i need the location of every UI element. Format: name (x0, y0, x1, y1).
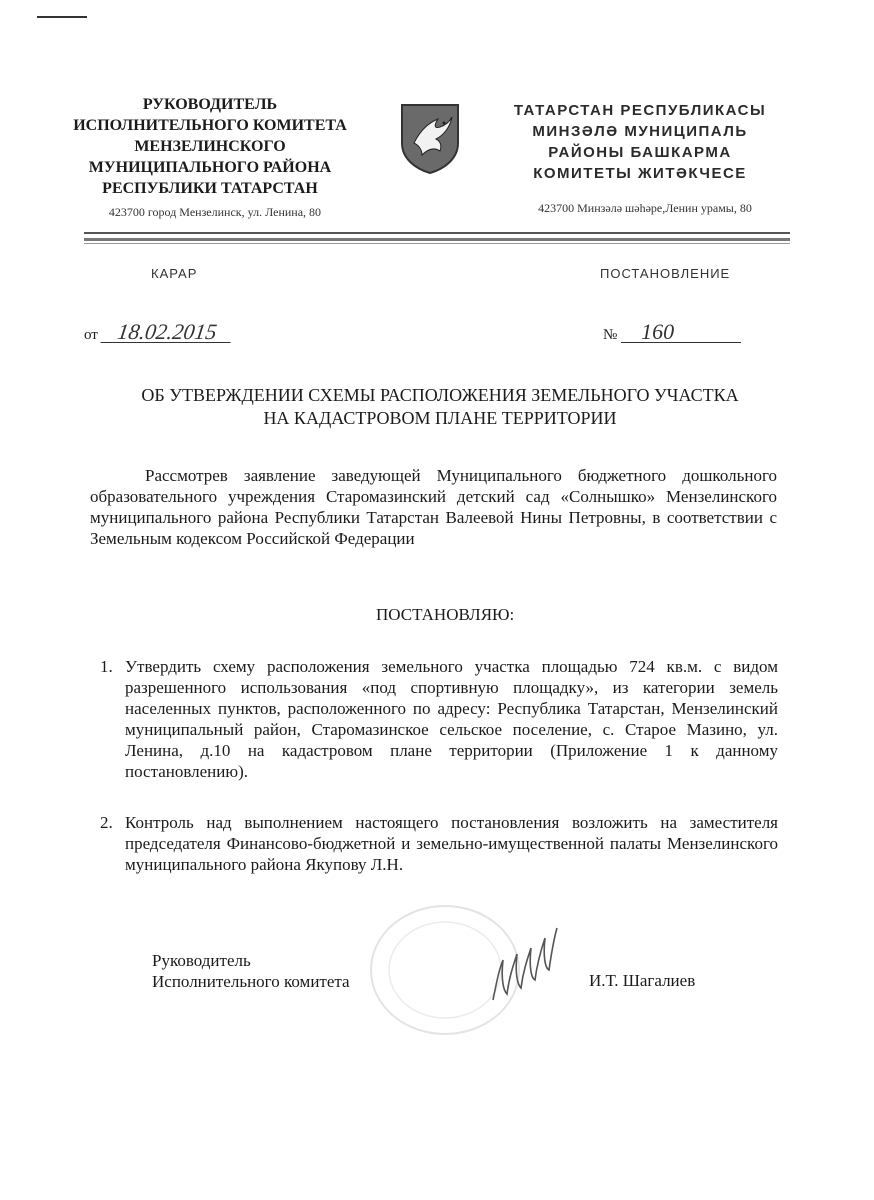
list-item (100, 812, 778, 875)
number-prefix: № (603, 327, 618, 343)
address-right: 423700 Минзәлә шәһәре,Ленин урамы, 80 (538, 201, 752, 215)
doc-kind-tatar: КАРАР (151, 266, 198, 281)
doc-kind-russian: ПОСТАНОВЛЕНИЕ (600, 266, 731, 281)
position-line: Исполнительного комитета (152, 972, 350, 991)
decree-word: ПОСТАНОВЛЯЮ: (376, 605, 515, 624)
number-field (603, 319, 741, 344)
signatory-position (152, 950, 350, 992)
document-title (60, 384, 820, 430)
number-value: 160 (621, 322, 741, 343)
handwritten-signature (485, 920, 575, 1010)
header-left-line: РУКОВОДИТЕЛЬ (142, 96, 278, 113)
header-left-line: МЕНЗЕЛИНСКОГО (134, 138, 286, 155)
item-text: Утвердить схему расположения земельного участка площадью 724 кв.м. с видом разрешенного использования «под спортивную площадку», из категории земель населенных пунктов, расположенного по адресу: Республика Татарстан, Мензелинский муниципальный район, Старомазинское сельское поселение, с. Старое Мазино, ул. Ленина, д.10 на кадастровом плане территории (Приложение 1 к данному постановлению). (125, 657, 778, 781)
date-prefix: от (84, 327, 98, 343)
item-number: 1. (100, 657, 113, 676)
header-divider (84, 243, 790, 244)
header-divider (84, 232, 790, 234)
signatory-name: И.Т. Шагалиев (589, 971, 696, 990)
header-left (40, 94, 380, 199)
header-left-line: МУНИЦИПАЛЬНОГО РАЙОНА (88, 159, 332, 176)
header-divider (84, 238, 790, 241)
date-value: 18.02.2015 (100, 322, 233, 343)
coat-of-arms-icon (400, 103, 460, 175)
header-right-line: ТАТАРСТАН РЕСПУБЛИКАСЫ (513, 102, 767, 119)
item-text: Контроль над выполнением настоящего постановления возложить на заместителя председателя Финансово-бюджетной и земельно-имущественной палаты Мензелинского муниципального района Якупову Л.Н. (125, 813, 778, 874)
title-line: ОБ УТВЕРЖДЕНИИ СХЕМЫ РАСПОЛОЖЕНИЯ ЗЕМЕЛЬНОГО УЧАСТКА (141, 385, 739, 405)
header-left-line: РЕСПУБЛИКИ ТАТАРСТАН (102, 180, 318, 197)
date-field (84, 319, 232, 344)
top-mark (37, 16, 87, 18)
header-right (490, 100, 790, 184)
header-right-line: РАЙОНЫ БАШКАРМА (548, 144, 732, 161)
header-left-line: ИСПОЛНИТЕЛЬНОГО КОМИТЕТА (73, 117, 347, 134)
header-right-line: МИНЗӘЛӘ МУНИЦИПАЛЬ (532, 123, 748, 140)
header-right-line: КОМИТЕТЫ ЖИТӘКЧЕСЕ (533, 165, 747, 182)
title-line: НА КАДАСТРОВОМ ПЛАНЕ ТЕРРИТОРИИ (263, 408, 617, 428)
list-item (100, 656, 778, 782)
preamble-paragraph: Рассмотрев заявление заведующей Муниципального бюджетного дошкольного образовательного учреждения Старомазинский детский сад «Солнышко» Мензелинского муниципального района Республики Татарстан Валеевой Нины Петровны, в соответствии с Земельным кодексом Российской Федерации (90, 466, 777, 548)
position-line: Руководитель (152, 951, 251, 970)
address-left: 423700 город Мензелинск, ул. Ленина, 80 (108, 205, 322, 219)
item-number: 2. (100, 813, 113, 832)
